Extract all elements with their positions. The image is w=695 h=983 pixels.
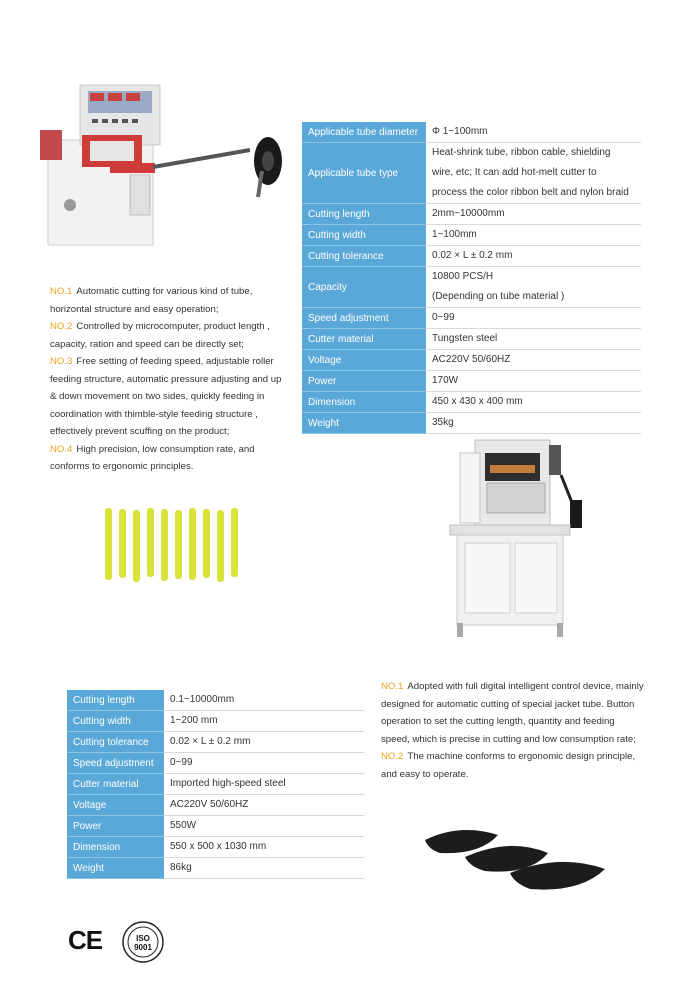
feature-text: Automatic cutting for various kind of tube, horizontal structure and easy operation; (50, 286, 253, 315)
feature-number: NO.4 (50, 443, 73, 455)
feature-number: NO.3 (50, 356, 73, 367)
spec-row (302, 143, 641, 204)
spec-value (164, 690, 364, 711)
spec-value-line: 550W (170, 820, 197, 831)
spec-value-line: AC220V 50/60HZ (432, 354, 511, 365)
tube-piece (161, 509, 168, 581)
spec-key: Cutting tolerance (302, 246, 426, 267)
spec-row (302, 267, 641, 308)
tube-piece (217, 510, 224, 582)
feature-text: High precision, low consumption rate, and conforms to ergonomic principles. (50, 443, 255, 472)
spec-value (426, 267, 641, 308)
spec-row (302, 308, 641, 329)
spec-value (426, 392, 641, 413)
spec-row (302, 246, 641, 267)
spec-key: Cutter material (302, 329, 426, 350)
floor-cutter-machine-image (445, 435, 595, 640)
spec-value-line: Tungsten steel (432, 333, 498, 344)
spec-row (67, 774, 364, 795)
spec-row (302, 122, 641, 143)
spec-row (67, 837, 364, 858)
spec-value (164, 774, 364, 795)
feature-number: NO.2 (50, 321, 73, 332)
spec-value-line: 10800 PCS/H (432, 271, 494, 282)
spec-value (426, 413, 641, 434)
spec-value-line: 0~99 (170, 757, 193, 768)
spec-key: Cutting width (67, 711, 164, 732)
tube-piece (119, 509, 126, 578)
spec-row (302, 204, 641, 225)
spec-value (164, 837, 364, 858)
feature-item (381, 678, 646, 748)
feature-item (50, 353, 282, 441)
spec-key: Voltage (67, 795, 164, 816)
tube-piece (133, 510, 140, 582)
spec-row (302, 329, 641, 350)
tube-piece (189, 508, 196, 580)
spec-value-line: wire, etc; It can add hot-melt cutter to (432, 167, 597, 178)
feature-item (50, 318, 282, 353)
spec-value-line: 0.02 × L ± 0.2 mm (432, 250, 513, 261)
spec-key: Dimension (67, 837, 164, 858)
spec-key: Cutting tolerance (67, 732, 164, 753)
spec-value (426, 122, 641, 143)
spec-key: Power (302, 371, 426, 392)
feature-text: Adopted with full digital intelligent control device, mainly designed for automatic cutting of special jacket tube. Button operation to set the cutting length, quantity and feeding speed, which is precise in cutting and low consumption rate; (381, 681, 644, 745)
feature-number: NO.1 (381, 681, 404, 692)
spec-row (302, 371, 641, 392)
spec-row (302, 225, 641, 246)
spec-value-line: 1~200 mm (170, 715, 218, 726)
spec-value-line: 2mm~10000mm (432, 208, 505, 219)
feature-item (50, 283, 282, 318)
iso-9001-logo (121, 920, 165, 964)
svg-text:9001: 9001 (134, 943, 152, 952)
spec-value (426, 143, 641, 204)
spec-table-2 (67, 690, 364, 879)
spec-row (67, 711, 364, 732)
spec-row (67, 690, 364, 711)
yellow-tubes-image (100, 505, 250, 585)
spec-key: Power (67, 816, 164, 837)
spec-value-line: Heat-shrink tube, ribbon cable, shielding (432, 147, 611, 158)
spec-value-line: 450 x 430 x 400 mm (432, 396, 523, 407)
spec-row (67, 795, 364, 816)
spec-value-line: 170W (432, 375, 459, 386)
spec-value-line: 86kg (170, 862, 192, 873)
spec-value-line: Imported high-speed steel (170, 778, 286, 789)
features-list-2 (381, 678, 646, 783)
spec-key: Speed adjustment (302, 308, 426, 329)
spec-row (302, 350, 641, 371)
black-jacket-pieces-image (420, 825, 615, 895)
spec-key: Dimension (302, 392, 426, 413)
feature-number: NO.2 (381, 751, 404, 762)
spec-value-line: 0.02 × L ± 0.2 mm (170, 736, 251, 747)
spec-table-1 (302, 122, 641, 434)
spec-value-line: 550 x 500 x 1030 mm (170, 841, 267, 852)
spec-value-line: 1~100mm (432, 229, 477, 240)
feature-number: NO.1 (50, 286, 73, 297)
spec-value (426, 329, 641, 350)
spec-key: Applicable tube type (302, 143, 426, 204)
spec-row (302, 413, 641, 434)
spec-key: Cutting length (67, 690, 164, 711)
spec-value-line: AC220V 50/60HZ (170, 799, 249, 810)
spec-value (426, 308, 641, 329)
svg-text:ISO: ISO (136, 934, 150, 943)
spec-value-line: 0~99 (432, 312, 455, 323)
spec-value (426, 350, 641, 371)
spec-value (164, 753, 364, 774)
feature-text: Controlled by microcomputer, product length , capacity, ration and speed can be directly set; (50, 321, 270, 350)
tube-piece (231, 508, 238, 577)
spec-value-line: (Depending on tube material ) (432, 291, 565, 302)
spec-key: Weight (302, 413, 426, 434)
spec-row (302, 392, 641, 413)
spec-row (67, 732, 364, 753)
spec-value (164, 858, 364, 879)
spec-key: Applicable tube diameter (302, 122, 426, 143)
ce-logo: CE (68, 925, 103, 955)
spec-key: Cutting length (302, 204, 426, 225)
spec-key: Weight (67, 858, 164, 879)
spec-row (67, 816, 364, 837)
spec-value (426, 371, 641, 392)
spec-value (164, 795, 364, 816)
feature-text: The machine conforms to ergonomic design principle, and easy to operate. (381, 751, 636, 780)
feature-text: Free setting of feeding speed, adjustable roller feeding structure, automatic pressure adjusting and up & down movement on two sides, quickly feeding in coordination with thimble-style feeding structure , effectively prevent scuffing on the product; (50, 356, 282, 437)
spec-key: Speed adjustment (67, 753, 164, 774)
spec-value (426, 225, 641, 246)
tube-cutter-machine-image (30, 75, 300, 255)
features-list-1 (50, 283, 282, 476)
spec-row (67, 858, 364, 879)
spec-row (67, 753, 364, 774)
spec-value (426, 246, 641, 267)
spec-value-line: 35kg (432, 417, 454, 428)
spec-key: Voltage (302, 350, 426, 371)
spec-key: Capacity (302, 267, 426, 308)
spec-value-line: 0.1~10000mm (170, 694, 235, 705)
spec-value (426, 204, 641, 225)
feature-item (381, 748, 646, 783)
spec-value-line: process the color ribbon belt and nylon braid (432, 187, 629, 198)
tube-piece (175, 510, 182, 579)
tube-piece (105, 508, 112, 580)
spec-key: Cutting width (302, 225, 426, 246)
spec-value (164, 732, 364, 753)
spec-value (164, 816, 364, 837)
tube-piece (203, 509, 210, 578)
spec-value-line: Φ 1~100mm (432, 126, 488, 137)
spec-key: Cutter material (67, 774, 164, 795)
tube-piece (147, 508, 154, 577)
feature-item (50, 441, 282, 476)
spec-value (164, 711, 364, 732)
